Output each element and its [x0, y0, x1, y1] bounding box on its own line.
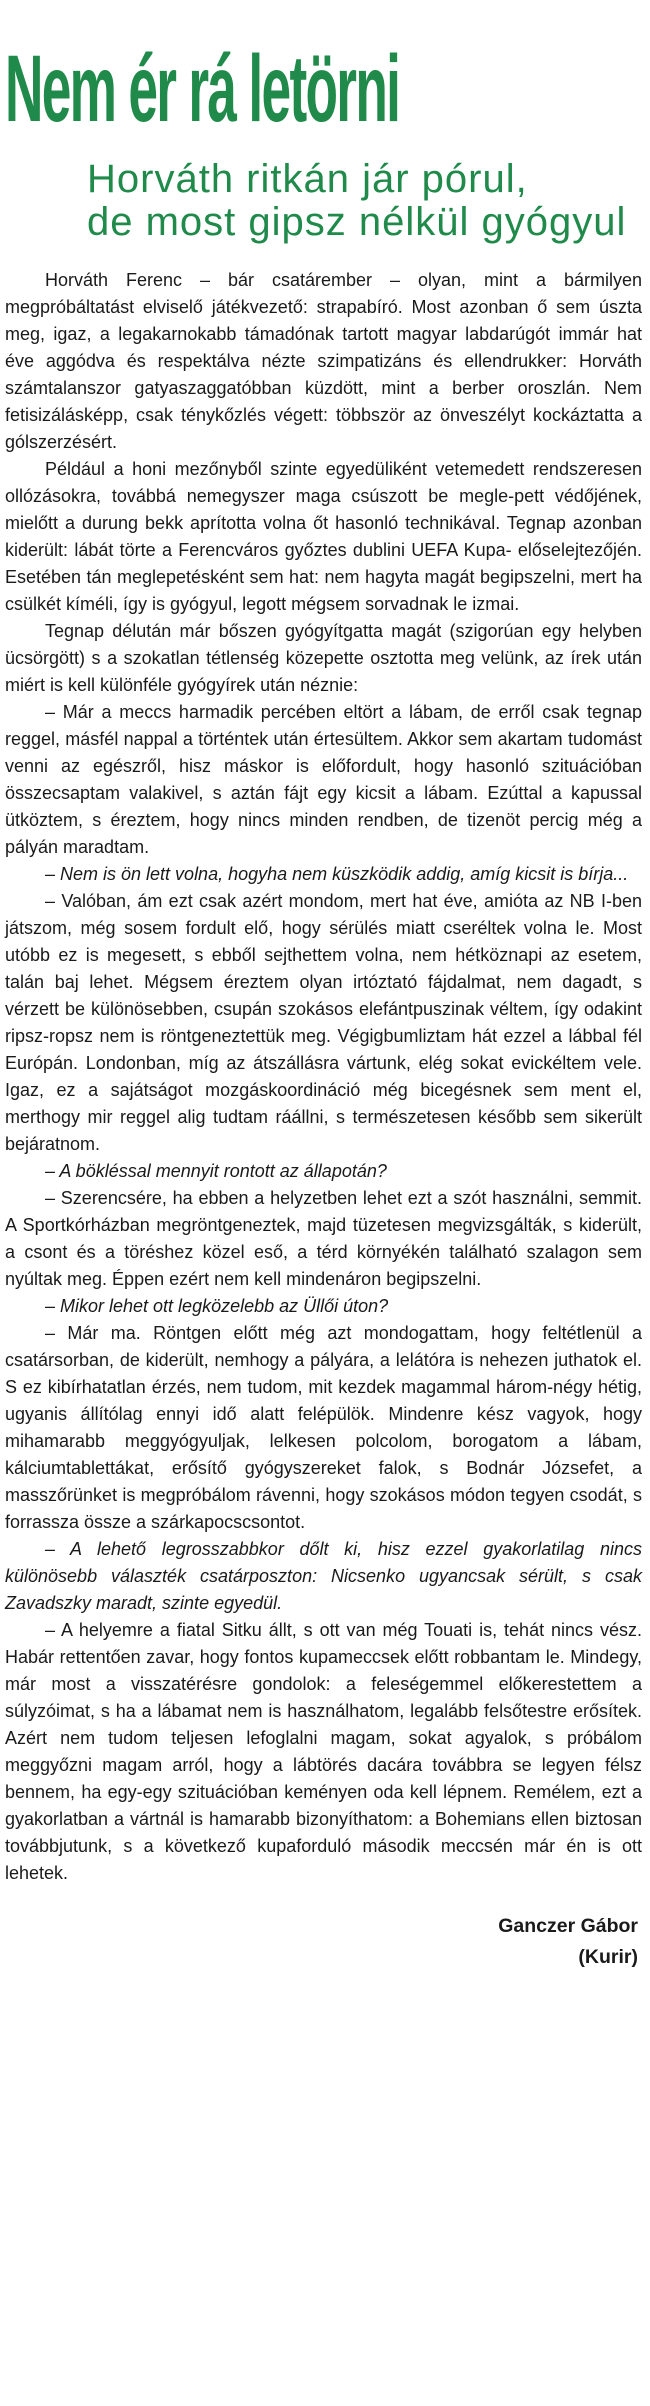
article-paragraph: – Már a meccs harmadik percében eltört a lábam, de erről csak tegnap reggel, másfél nappal a történtek után értesültem. Akkor sem akartam tudomást venni az egészről, hisz máskor is előfordult, hogy hasonló szituációban összecsaptam valakivel, s aztán fájt egy kicsit a lábam. Ezúttal a kapussal ütköztem, s éreztem, hogy nincs minden rendben, de tizenöt percig még a pályán maradtam.: [5, 702, 642, 857]
article-paragraph: Például a honi mezőnyből szinte egyedüliként vetemedett rendszeresen ollózásokra, továbbá nemegyszer maga csúszott be megle-pett védőjének, mielőtt a durung bekk aprította volna őt hasonló technikával. Tegnap azonban kiderült: lábát törte a Ferencváros győztes dublini UEFA Kupa- előselejtezőjén. Esetében tán meglepetésként sem hat: nem hagyta magát begipszelni, mert ha csülkét kíméli, így is gyógyul, legott mégsem sorvadnak le izmai.: [5, 459, 642, 614]
interview-question: – A bökléssal mennyit rontott az állapotán?: [45, 1161, 387, 1181]
article-paragraph: Tegnap délután már bőszen gyógyítgatta magát (szigorúan egy helyben ücsörgött) s a szokatlan tétlenség közepette osztotta meg velünk, az írek után miért is kell különféle gyógyírek után néznie:: [5, 621, 642, 695]
article-body: [5, 267, 642, 1887]
interview-question: – A lehető legrosszabbkor dőlt ki, hisz ezzel gyakorlatilag nincs különösebb választék csatárposzton: Nicsenko ugyancsak sérült, s csak Zavadszky maradt, szinte egyedül.: [5, 1539, 642, 1613]
interview-question: – Mikor lehet ott legközelebb az Üllői úton?: [45, 1296, 389, 1316]
interview-question: – Nem is ön lett volna, hogyha nem küszködik addig, amíg kicsit is bírja...: [45, 864, 629, 884]
article-paragraph: Horváth Ferenc – bár csatárember – olyan, mint a bármilyen megpróbáltatást elviselő játékvezető: strapabíró. Most azonban ő sem úszta meg, igaz, a legakarnokabb támadónak tartott magyar labdarúgót immár hat éve aggódva és respektálva nézte szimpatizáns és ellendrukker: Horváth számtalanszor gatyaszaggatóbban küzdött, mint a berber oroszlán. Nem fetisizálásképp, csak ténykőzlés végett: többször az önveszélyt kockáztatta a gólszerzésért.: [5, 270, 642, 452]
article-paragraph: – A helyemre a fiatal Sitku állt, s ott van még Touati is, tehát nincs vész. Habár rettentően zavar, hogy fontos kupameccsek előtt robbantam le. Mindegy, már most a visszatérésre gondolok: a feleségemmel előkerestettem a súlyzóimat, s ha a lábamat nem is használhatom, legalább felsőtestre erősítek. Azért nem tudom teljesen lefoglalni magam, sokat agyalok, s próbálom meggyőzni magam arról, hogy a lábtörés dacára továbbra se legyen félsz bennem, ha egy-egy szituációban keményen oda kell lépnem. Remélem, ezt a gyakorlatban a vártnál is hamarabb bizonyíthatom: a Bohemians ellen biztosan továbbjutunk, s a következő kupaforduló második meccsén már én is ott lehetek.: [5, 1620, 642, 1883]
subheadline-line-1: Horváth ritkán jár pórul,: [87, 157, 528, 201]
subheadline: [87, 158, 642, 244]
author-name: Ganczer Gábor: [498, 1915, 638, 1937]
author-source: (Kurir): [578, 1946, 638, 1968]
byline: [5, 1911, 642, 1973]
article-paragraph: – Már ma. Röntgen előtt még azt mondogattam, hogy feltétlenül a csatársorban, de kiderült, nemhogy a pályára, a lelátóra is nehezen juthatok el. S ez kibírhatatlan érzés, nem tudom, mit kezdek magammal három-négy hétig, ugyanis állítólag ennyi idő alatt felépülök. Mindenre kész vagyok, hogy mihamarabb meggyógyuljak, lelkesen polcolom, borogatom a lábam, kálciumtablettákat, erősítő gyógyszereket falok, s Bodnár Józsefet, a masszőrünket is megpróbálom rávenni, hogy szokásos módon tegyen csodát, s forrassza össze a szárkapocscsontot.: [5, 1323, 642, 1532]
headline: Nem ér rá letörni: [5, 36, 400, 142]
article-paragraph: – Szerencsére, ha ebben a helyzetben lehet ezt a szót használni, semmit. A Sportkórházban megröntgeneztek, majd tüzetesen megvizsgálták, s kiderült, a csont és a töréshez közel eső, a térd környékén található szalagon sem nyúltak meg. Éppen ezért nem kell mindenáron begipszelni.: [5, 1188, 642, 1289]
subheadline-line-2: de most gipsz nélkül gyógyul: [87, 200, 627, 244]
article-paragraph: – Valóban, ám ezt csak azért mondom, mert hat éve, amióta az NB I-ben játszom, még sosem fordult elő, hogy sérülés miatt cseréltek volna le. Most utóbb ez is megesett, s ebből sejthettem volna, nem hétköznapi az esetem, talán baj lehet. Mégsem éreztem olyan irtóztató fájdalmat, nem dagadt, s vérzett be különösebben, csupán szokásos elefántpuszinak véltem, így odakint ripsz-ropsz nem is röntgeneztettük meg. Végigbumliztam hát ezzel a lábbal fél Európán. Londonban, míg az átszállásra vártunk, elég sokat evickéltem vele. Igaz, ez a sajátságot mozgáskoordináció még bicegésnek sem ment el, merthogy mir reggel alig tudtam ráállni, s természetesen később sem sikerült bejáratnom.: [5, 891, 642, 1154]
